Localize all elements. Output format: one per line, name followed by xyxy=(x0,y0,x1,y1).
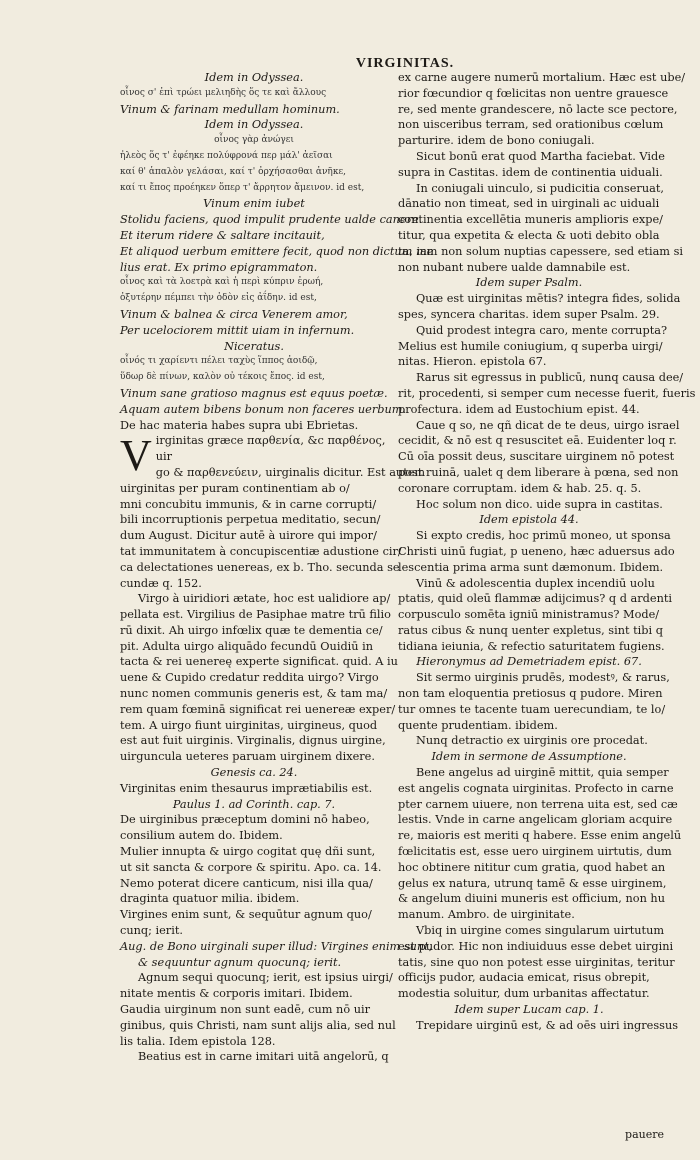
text-line: uirginitas per puram continentiam ab o/ xyxy=(120,481,350,495)
text-line: manum. Ambro. de uirginitate. xyxy=(398,908,575,922)
text-line-rest: irginitas græce παρθενία, &c παρθένος, uir xyxy=(155,434,386,464)
text-line: post ruinā, ualet q dem liberare à pœna, sed non xyxy=(398,465,679,479)
running-header xyxy=(0,52,700,72)
text-line: nunc nomen communis generis est, & tam ma/ xyxy=(120,687,388,701)
text-line: pellata est. Virgilius de Pasiphae matre trū filio xyxy=(120,608,391,622)
text-line: Rarus sit egressus in publicū, nunq causa dee/ xyxy=(416,371,684,385)
text-line: In coniugali uinculo, si pudicitia conseruat, xyxy=(416,181,664,195)
text-line: καί τι ἔπος προέηκεν ὅπερ τ' ἄρρητον ἄμεινον. id est, xyxy=(120,182,365,193)
text-line: non tam eloquentia pretiosus q pudore. Miren xyxy=(398,687,663,701)
text-line: Aug. de Bono uirginali super illud: Virgines enim sunt, xyxy=(120,939,433,953)
text-line: Genesis ca. 24. xyxy=(210,766,298,780)
text-line: quente prudentiam. ibidem. xyxy=(398,718,558,732)
text-line: Vinum & farinam medullam hominum. xyxy=(120,102,340,116)
text-line: pter carnem uiuere, non terrena uita est, sed cæ xyxy=(398,797,678,811)
text-line: Gaudia uirginum non sunt eadē, cum nō uir xyxy=(120,1003,370,1017)
text-line: ta, iam non solum nuptias capessere, sed etiam si xyxy=(398,244,684,258)
text-line: go & παρθενεύειν, uirginalis dicitur. Est autem xyxy=(155,465,426,479)
text-line: Paulus 1. ad Corinth. cap. 7. xyxy=(172,797,336,811)
text-line: Vinū & adolescentia duplex incendiū uolu xyxy=(416,576,655,590)
catchword: pauere xyxy=(625,1128,664,1141)
text-line: rit, procedenti, si semper cum necesse fuerit, fueris xyxy=(398,386,696,400)
text-line: Et iterum ridere & saltare incitauit, xyxy=(120,228,325,242)
text-line: uirguncula ueteres paruam uirginem dixere. xyxy=(120,750,375,764)
text-line: Trepidare uirginū est, & ad oēs uiri ingressus xyxy=(416,1018,679,1032)
text-line: & angelum diuini muneris est officium, non hu xyxy=(398,892,665,906)
text-line: Bene angelus ad uirginē mittit, quia semper xyxy=(416,766,669,780)
text-line: Nemo poterat dicere canticum, nisi illa qua/ xyxy=(120,876,373,890)
text-line: Et aliquod uerbum emittere fecit, quod non dictum me xyxy=(120,244,434,258)
text-line: re, maioris est meriti q habere. Esse enim angelū xyxy=(398,829,682,843)
text-line: De hac materia habes supra ubi Ebrietas. xyxy=(120,418,359,432)
text-line: tem. A uirgo fiunt uirginitas, uirgineus, quod xyxy=(120,718,378,732)
text-line: est aut fuit uirginis. Virginalis, dignus uirgine, xyxy=(120,734,386,748)
text-line: Sicut bonū erat quod Martha faciebat. Vide xyxy=(416,149,665,163)
text-line: rem quam fœminā significat rei uenereæ exper/ xyxy=(120,702,396,716)
text-line: lestis. Vnde in carne angelicam gloriam acquire xyxy=(398,813,673,827)
text-line: ca delectationes uenereas, ex b. Tho. secunda se xyxy=(120,560,400,574)
text-line: De uirginibus præceptum domini nō habeo, xyxy=(120,813,370,827)
text-line: οἶνός τι χαρίεντι πέλει ταχὺς ἵππος ἀοιδῷ, xyxy=(120,356,318,367)
text-line: non nubant nubere ualde damnabile est. xyxy=(398,260,631,274)
text-line: est pudor. Hic non indiuiduus esse debet uirgini xyxy=(398,939,674,953)
text-line: Niceratus. xyxy=(224,339,284,353)
text-line: Vinum sane gratioso magnus est equus poetæ. xyxy=(120,386,388,400)
text-line: draginta quatuor milia. ibidem. xyxy=(120,892,300,906)
text-line: ὀξυτέρην πέμπει τὴν ὁδὸν εἰς ἀΐδην. id est, xyxy=(120,293,317,304)
text-line: fœlicitatis est, esse uero uirginem uirtutis, dum xyxy=(398,845,672,859)
text-line: Aquam autem bibens bonum non faceres uerbum. xyxy=(120,402,407,416)
text-line: Beatius est in carne imitari uitā angelorū, q xyxy=(138,1050,389,1064)
text-line: est angelis cognata uirginitas. Profecto in carne xyxy=(398,781,674,795)
text-line: ex carne augere numerū mortalium. Hæc est ube/ xyxy=(398,71,686,84)
text-line: spes, syncera charitas. idem super Psalm. 29. xyxy=(398,307,660,321)
text-line: Vinum enim iubet xyxy=(203,197,305,211)
text-line: mni concubitu immunis, & in carne corrupti/ xyxy=(120,497,377,511)
text-line: continentia excellētia muneris amplioris expe/ xyxy=(398,213,663,227)
text-line: dānatio non timeat, sed in uirginali ac uiduali xyxy=(398,197,660,211)
text-line: consilium autem do. Ibidem. xyxy=(120,829,283,843)
text-line: Agnum sequi quocunq; ierit, est ipsius uirgi/ xyxy=(138,971,393,985)
text-line: Idem super Lucam cap. 1. xyxy=(454,1003,604,1017)
text-line: cunq; ierit. xyxy=(120,924,183,938)
text-line: officijs pudor, audacia emicat, risus obrepit, xyxy=(398,971,650,985)
text-line: modestia soluitur, dum urbanitas affectatur. xyxy=(398,987,650,1001)
text-line: & sequuntur agnum quocunq; ierit. xyxy=(138,955,342,969)
text-line: tur omnes te tacente tuam uerecundiam, te lo/ xyxy=(398,702,666,716)
text-line: lius erat. Ex primo epigrammaton. xyxy=(120,260,318,274)
text-line: Virgines enim sunt, & sequūtur agnum quo/ xyxy=(120,908,372,922)
text-line: ptatis, quid oleū flammæ adijcimus? q d ardenti xyxy=(398,592,673,606)
text-line: supra in Castitas. idem de continentia uiduali. xyxy=(398,165,663,179)
text-line: Cū oīa possit deus, suscitare uirginem nō potest xyxy=(398,450,675,464)
text-line: Stolidu faciens, quod impulit prudente ualde canere. xyxy=(120,213,423,227)
text-line: nitate mentis & corporis imitari. Ibidem. xyxy=(120,987,353,1001)
text-line: rior fœcundior q fœlicitas non uentre grauesce xyxy=(398,86,669,100)
text-line: Sit sermo uirginis prudēs, modestꝰ, & rarus, xyxy=(416,671,670,685)
text-line: οἶνος γὰρ ἀνώγει xyxy=(214,135,294,146)
text-line: bili incorruptionis perpetua meditatio, secun/ xyxy=(120,513,381,527)
text-line: Idem in Odyssea. xyxy=(204,118,304,132)
text-line: lescentia prima arma sunt dæmonum. Ibidem. xyxy=(398,560,664,574)
text-line: ginibus, quis Christi, nam sunt alijs alia, sed nul xyxy=(120,1018,396,1032)
text-line: οἶνος καὶ τὰ λοετρὰ καὶ ἡ περὶ κύπριν ἐρωή, xyxy=(120,277,324,288)
text-line: Christi uinū fugiat, p ueneno, hæc aduersus ado xyxy=(398,544,675,558)
text-line: Melius est humile coniugium, q superba uirgi/ xyxy=(398,339,663,353)
text-line: dum August. Dicitur autē à uirore qui impor/ xyxy=(120,529,377,543)
text-line: οἶνος σ' ἐπὶ τρώει μελιηδὴς ὅς τε καὶ ἄλλους xyxy=(120,87,327,98)
text-line: Idem epistola 44. xyxy=(479,513,579,527)
text-line: tacta & rei uenereę experte significat. quid. A iu xyxy=(120,655,398,669)
text-line: titur, qua expetita & electa & uoti debito obla xyxy=(398,228,660,242)
text-line: Virginitas enim thesaurus imprætiabilis est. xyxy=(120,781,373,795)
text-line: Hoc solum non dico. uide supra in castitas. xyxy=(416,497,663,511)
text-line: uene & Cupido credatur reddita uirgo? Virgo xyxy=(120,671,379,685)
left-column xyxy=(120,70,434,1065)
drop-cap: V xyxy=(120,431,152,481)
text-line: lis talia. Idem epistola 128. xyxy=(120,1034,276,1048)
text-line: cundæ q. 152. xyxy=(120,576,202,590)
text-line: Si expto credis, hoc primū moneo, ut sponsa xyxy=(416,529,671,543)
text-line: nitas. Hieron. epistola 67. xyxy=(398,355,547,369)
text-line: Quæ est uirginitas mētis? integra fides, solida xyxy=(416,292,681,306)
text-line: Quid prodest integra caro, mente corrupta? xyxy=(416,323,668,337)
text-line: ratus cibus & nunq uenter expletus, sint tibi q xyxy=(398,623,663,637)
text-line: ὕδωρ δὲ πίνων, καλὸν οὐ τέκοις ἔπος. id est, xyxy=(120,372,325,383)
text-line: Vinum & balnea & circa Venerem amor, xyxy=(120,307,348,321)
text-line: Virgo à uiridiori ætate, hoc est ualidiore ap/ xyxy=(138,592,391,606)
text-line: cecidit, & nō est q resuscitet eā. Euidenter loq r. xyxy=(398,434,677,448)
text-line: Idem super Psalm. xyxy=(475,276,583,290)
text-line: ut sit sancta & corpore & spiritu. Apo. ca. 14. xyxy=(120,860,382,874)
text-line: re, sed mente grandescere, nō lacte sce pectore, xyxy=(398,102,678,116)
right-column xyxy=(398,70,696,1034)
text-line: tatis, sine quo non potest esse uirginitas, teritur xyxy=(398,955,675,969)
text-line: καί θ' ἁπαλὸν γελάσαι, καί τ' ὀρχήσασθαι ἀνῆκε, xyxy=(120,166,346,177)
text-line: Idem in Odyssea. xyxy=(204,71,304,84)
text-line: Nunq detractio ex uirginis ore procedat. xyxy=(416,734,648,748)
text-line: pit. Adulta uirgo aliquādo fecundū Ouidiū in xyxy=(120,639,374,653)
text-line: Mulier innupta & uirgo cogitat quę dñi sunt, xyxy=(120,845,376,859)
text-line: corpusculo somēta igniū ministramus? Mode/ xyxy=(398,608,660,622)
text-line: parturire. idem de bono coniugali. xyxy=(398,134,595,148)
text-line: hoc obtinere nititur cum gratia, quod habet an xyxy=(398,860,666,874)
text-line: tat immunitatem à concupiscentiæ adustione cir/ xyxy=(120,544,402,558)
text-line: profectura. idem ad Eustochium epist. 44. xyxy=(398,402,640,416)
text-line: non uisceribus terram, sed orationibus cœlum xyxy=(398,118,664,132)
text-line: rū dixit. Ah uirgo infœlix quæ te dementia ce/ xyxy=(120,623,383,637)
page-title: VIRGINITAS. xyxy=(355,56,455,71)
text-line: coronare corruptam. idem & hab. 25. q. 5. xyxy=(398,481,642,495)
text-line: Caue q so, ne qñ dicat de te deus, uirgo israel xyxy=(416,418,680,432)
text-line: ἠλεὸς ὅς τ' ἐφέηκε πολύφρονά περ μάλ' ἀεῖσαι xyxy=(120,150,333,161)
text-line: Per ucelociorem mittit uiam in infernum. xyxy=(120,323,355,337)
text-line: Idem in sermone de Assumptione. xyxy=(431,750,627,764)
text-line: Vbiq in uirgine comes singularum uirtutum xyxy=(416,924,665,938)
text-line: tidiana ieiunia, & refectio saturitatem fugiens. xyxy=(398,639,665,653)
text-line: gelus ex natura, utrunq tamē & esse uirginem, xyxy=(398,876,667,890)
text-line: Hieronymus ad Demetriadem epist. 67. xyxy=(416,655,642,669)
